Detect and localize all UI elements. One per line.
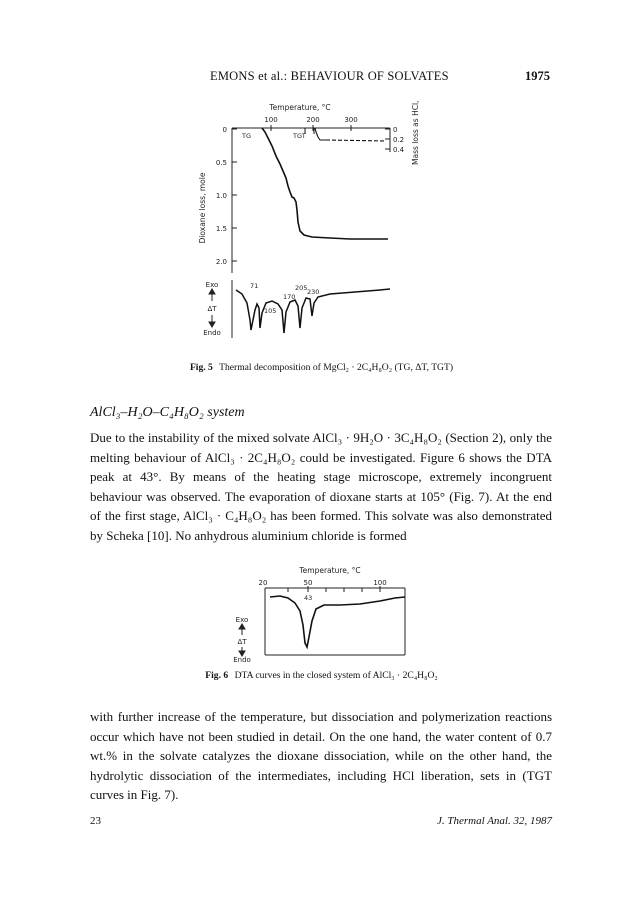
figure-5	[180, 98, 440, 350]
fig6-dta-delta-t: ΔT	[237, 638, 247, 646]
page-footer	[90, 815, 552, 831]
fig5-dta-exo: Exo	[205, 281, 219, 289]
figure-6-caption	[0, 670, 643, 681]
figure-6-plot	[200, 565, 430, 665]
figure-5-caption-text: Thermal decomposition of MgCl₂ · 2C₄H₈O₂ (TG, ΔT, TGT)	[219, 362, 454, 373]
fig6-x-tick: 100	[373, 579, 387, 587]
fig5-tg-curve	[262, 128, 388, 239]
fig5-right-tick: 0	[393, 126, 398, 134]
fig5-peak-label: 71	[250, 282, 259, 290]
fig5-left-tick: 0	[222, 126, 227, 134]
fig6-x-tick: 50	[303, 579, 313, 587]
header-page-number: 1975	[525, 69, 550, 83]
figure-6-caption-label: Fig. 6	[205, 670, 229, 681]
fig6-dta-endo: Endo	[233, 656, 251, 664]
fig5-tgt-dashed-curve	[326, 140, 385, 141]
fig5-tgt-label: TGT	[293, 132, 306, 140]
fig5-left-axis-title: Dioxane loss, mole	[198, 172, 207, 244]
fig6-frame	[265, 586, 405, 655]
fig5-right-axis-title: Mass loss as HCl, %	[411, 98, 420, 165]
fig6-x-axis-title: Temperature, °C	[299, 566, 361, 575]
fig5-left-tick: 1.5	[215, 225, 227, 233]
figure-5-caption-label: Fig. 5	[189, 362, 213, 373]
fig5-left-tick: 2.0	[215, 258, 227, 266]
figure-5-plot	[180, 98, 440, 350]
fig5-right-tick: 0.2	[393, 136, 405, 144]
fig6-dta-curve	[270, 596, 405, 647]
body-paragraph-2: with further increase of the temperature, but dissociation and polymerization reactions occur which have not been studied in detail. On the one hand, the water content of 0.7 wt.% in the solvate catalyzes the dioxane dissociation, while on the other hand, the hydrolytic dissociation of the intermediates, including HCl liberation, sets in (TGT curves in Fig. 7).	[90, 709, 552, 803]
fig5-tg-label: TG	[242, 132, 252, 140]
fig6-x-tick: 20	[258, 579, 268, 587]
fig5-peak-label: 105	[264, 307, 277, 315]
figure-5-caption	[0, 362, 643, 373]
journal-reference: J. Thermal Anal. 32, 1987	[437, 815, 552, 827]
running-header	[90, 69, 550, 89]
fig5-left-tick: 0.5	[215, 159, 227, 167]
fig5-peak-label: 230	[307, 288, 320, 296]
fig5-tgt-curve	[315, 128, 326, 140]
figure-6	[200, 565, 430, 665]
footer-page-number: 23	[90, 815, 101, 827]
fig5-dta-delta-t: ΔT	[207, 305, 217, 313]
body-paragraph-1: Due to the instability of the mixed solvate AlCl₃ · 9H₂O · 3C₄H₈O₂ (Section 2), only the melting behaviour of AlCl₃ · 2C₄H₈O₂ could be investigated. Figure 6 shows the DTA peak at 43°. By means of the heating stage microscope, extremely incongruent behaviour was observed. The evaporation of dioxane starts at 105° (Fig. 7). At the end of the first stage, AlCl₃ · C₄H₈O₂ has been formed. This solvate was also demonstrated by Scheka [10]. No anhydrous aluminium chloride is formed	[90, 430, 552, 543]
fig5-tg-frame	[232, 125, 390, 273]
running-title: EMONS et al.: BEHAVIOUR OF SOLVATES	[210, 69, 449, 83]
fig5-x-tick: 100	[264, 116, 278, 124]
fig5-peak-label: 205	[295, 284, 308, 292]
fig5-left-tick: 1.0	[215, 192, 227, 200]
fig6-dta-exo: Exo	[235, 616, 249, 624]
fig5-dta-endo: Endo	[203, 329, 221, 337]
fig6-peak-label: 43	[304, 594, 313, 602]
figure-6-caption-text: DTA curves in the closed system of AlCl₃ · 2C₄H₈O₂	[234, 670, 438, 681]
fig5-x-tick: 200	[306, 116, 320, 124]
fig5-x-axis-title: Temperature, °C	[269, 103, 331, 112]
fig5-right-tick: 0.4	[393, 146, 405, 154]
section-heading: AlCl₃–H₂O–C₄H₈O₂ system	[90, 405, 245, 420]
fig5-x-tick: 300	[344, 116, 358, 124]
fig5-peak-label: 170	[283, 293, 296, 301]
